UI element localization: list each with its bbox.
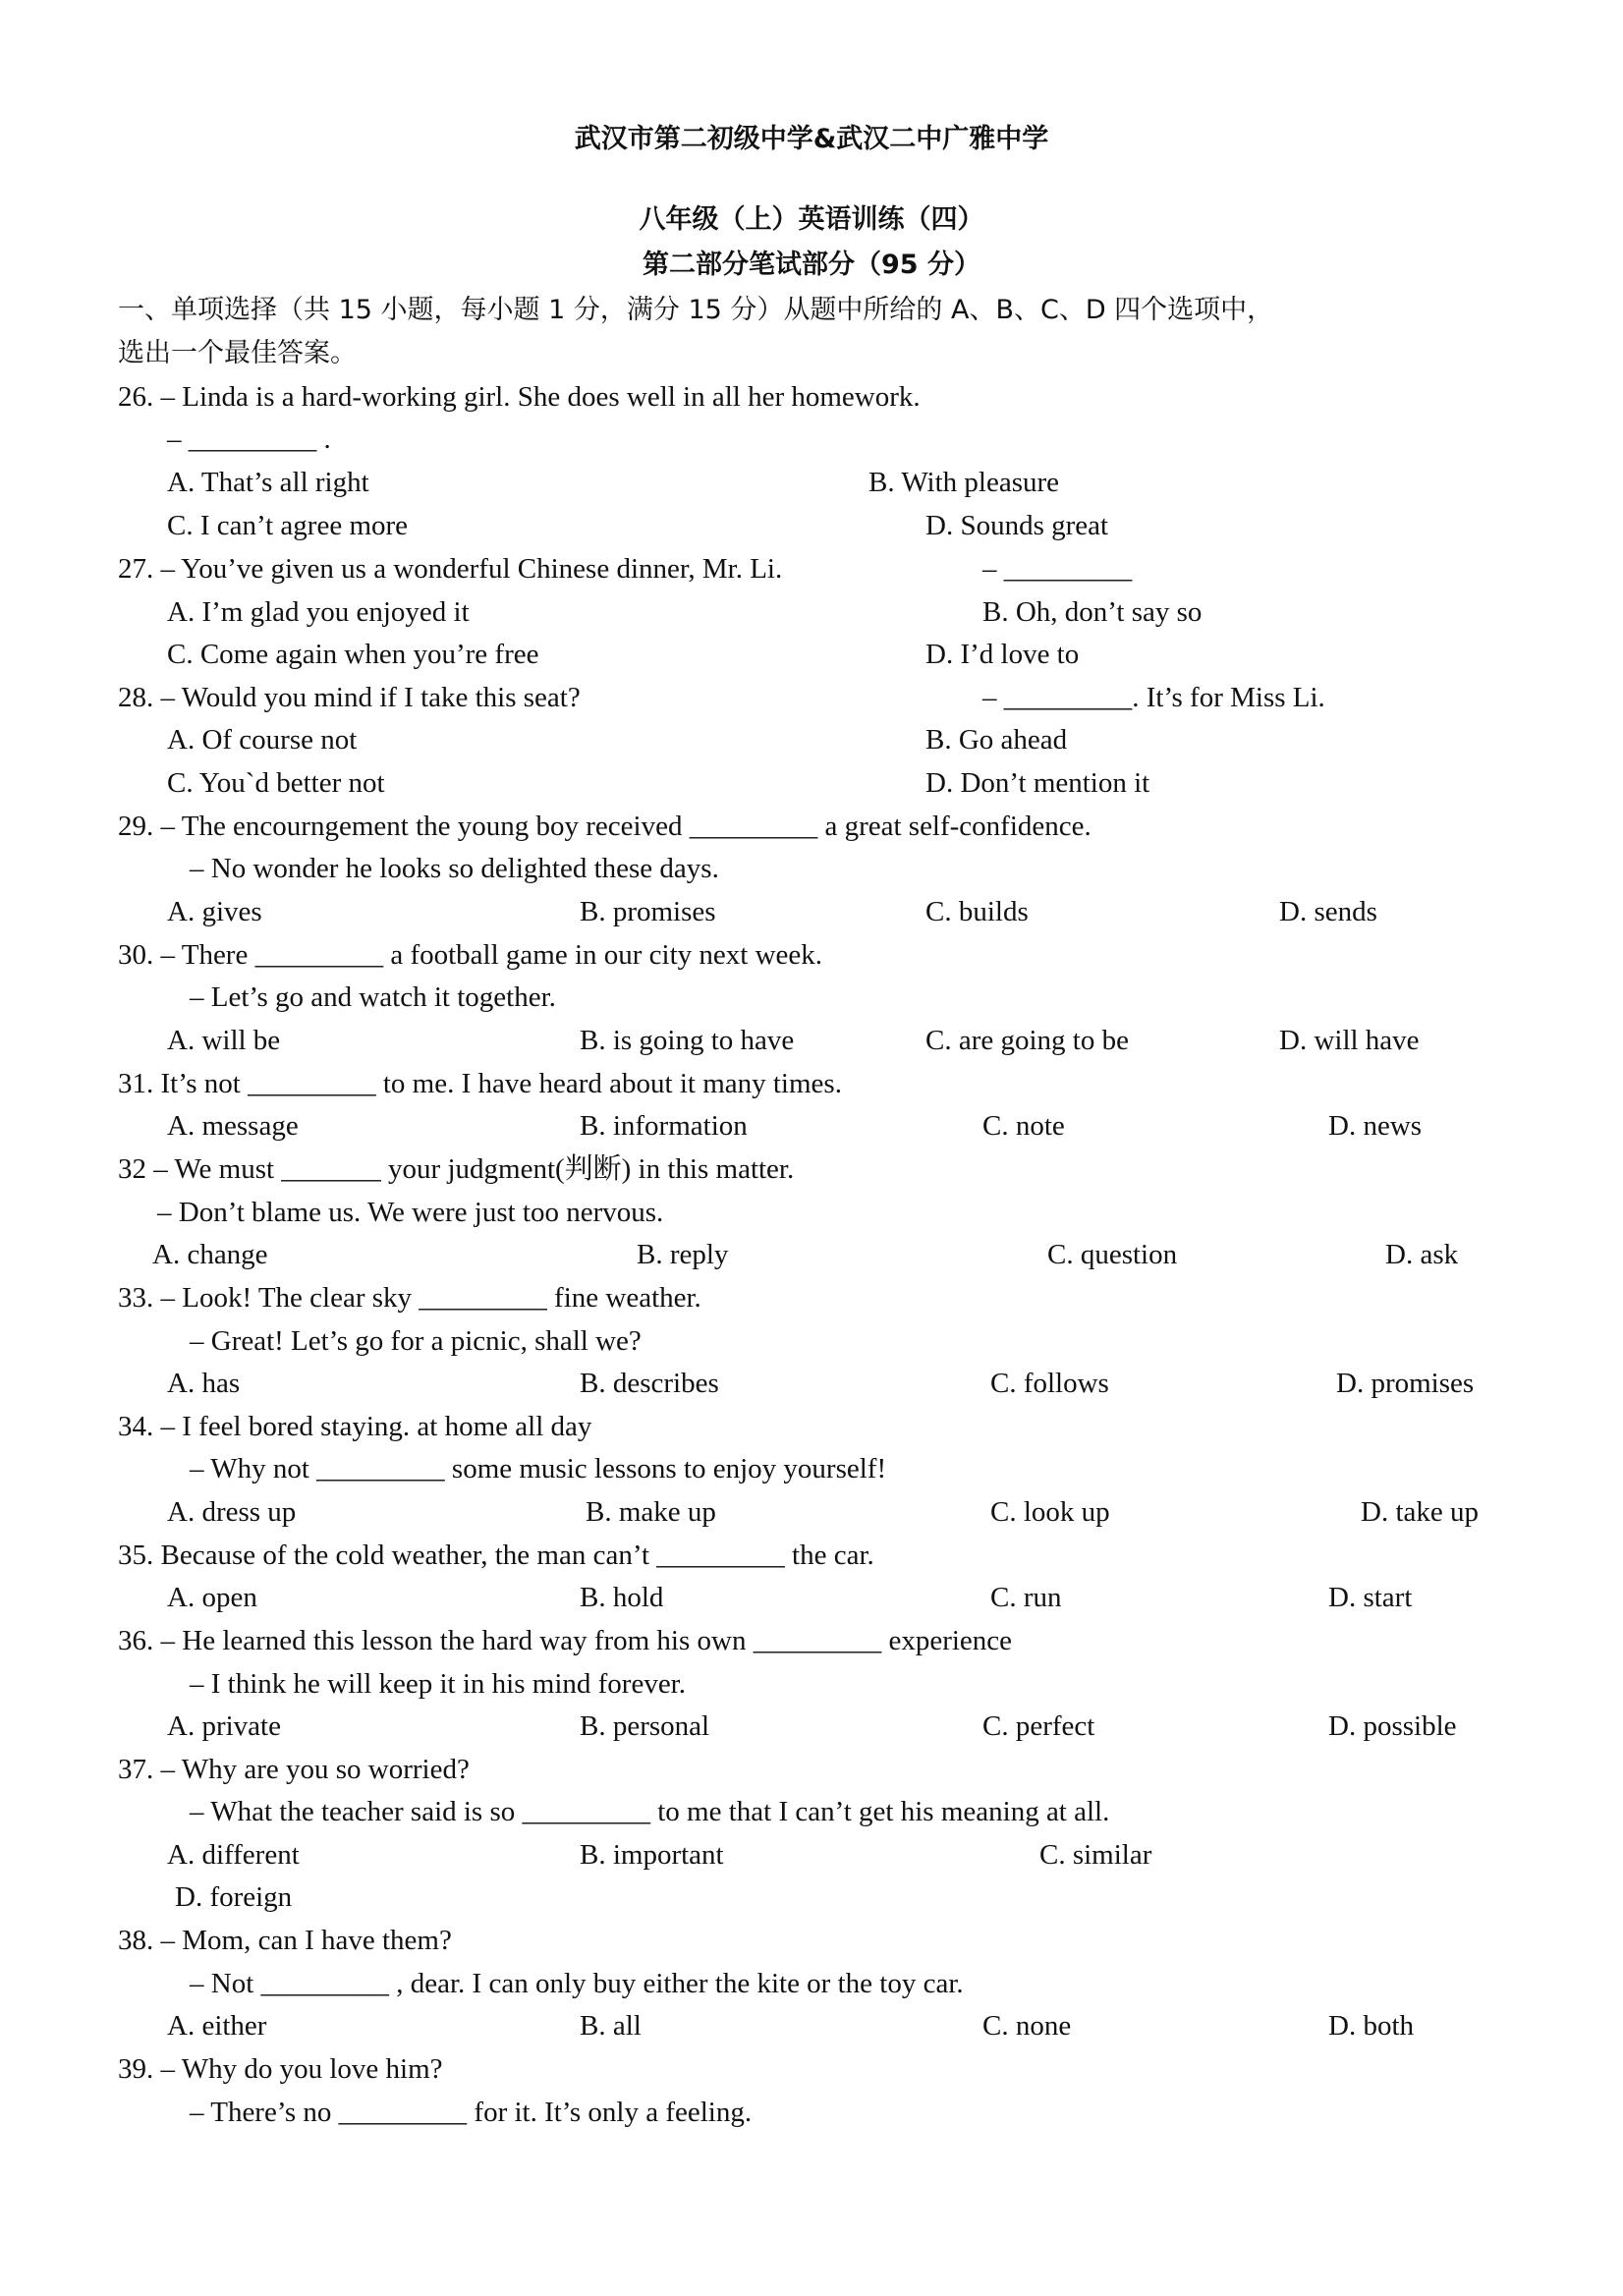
question-stem: 31. It’s not _________ to me. I have heard about it many times.	[118, 1068, 842, 1099]
option-a: A. either	[167, 2010, 267, 2042]
option-d: D. will have	[1279, 1025, 1420, 1056]
option-b: B. information	[580, 1110, 748, 1142]
question-stem: 39. – Why do you love him?	[118, 2053, 443, 2085]
question-stem: 29. – The encourngement the young boy received _________ a great self-confidence.	[118, 811, 1091, 842]
instructions-line-2: 选出一个最佳答案。	[118, 338, 357, 368]
option-c: C. builds	[925, 896, 1029, 927]
question-reply: – Not _________ , dear. I can only buy either the kite or the toy car.	[190, 1968, 964, 1999]
option-d: D. promises	[1336, 1368, 1475, 1399]
question-reply: – _________	[982, 553, 1133, 585]
option-d: D. start	[1328, 1582, 1413, 1613]
school-name: 武汉市第二初级中学&武汉二中广雅中学	[574, 124, 1049, 154]
question-reply: – Why not _________ some music lessons to enjoy yourself!	[190, 1453, 887, 1484]
question-stem: 38. – Mom, can I have them?	[118, 1925, 452, 1956]
option-c: C. similar	[1039, 1839, 1152, 1871]
option-b: B. promises	[580, 896, 716, 927]
option-a: A. will be	[167, 1025, 281, 1056]
option-b: B. hold	[580, 1582, 664, 1613]
option-a: A. Of course not	[167, 724, 358, 756]
option-d: D. Don’t mention it	[925, 767, 1150, 799]
option-d: D. Sounds great	[925, 510, 1109, 541]
option-d: D. I’d love to	[925, 639, 1080, 670]
option-a: A. open	[167, 1582, 257, 1613]
question-stem: 33. – Look! The clear sky _________ fine weather.	[118, 1282, 701, 1314]
option-a: A. different	[167, 1839, 300, 1871]
option-b: B. is going to have	[580, 1025, 795, 1056]
option-c: C. note	[982, 1110, 1065, 1142]
option-a: A. That’s all right	[167, 467, 369, 498]
option-a: A. I’m glad you enjoyed it	[167, 596, 470, 628]
question-reply: – I think he will keep it in his mind forever.	[190, 1668, 686, 1700]
question-reply: – Great! Let’s go for a picnic, shall we?	[190, 1325, 642, 1357]
option-c: C. I can’t agree more	[167, 510, 409, 541]
exam-title: 八年级（上）英语训练（四）	[639, 204, 984, 235]
question-stem: 32 – We must _______ your judgment(判断) in this matter.	[118, 1153, 795, 1185]
option-d: D. news	[1328, 1110, 1423, 1142]
exam-subtitle: 第二部分笔试部分（95 分）	[643, 250, 980, 280]
option-d: D. ask	[1385, 1239, 1459, 1270]
option-b: B. all	[580, 2010, 642, 2042]
question-reply: – _________ .	[167, 423, 331, 455]
option-b: B. make up	[586, 1496, 716, 1528]
option-c: C. run	[990, 1582, 1062, 1613]
option-c: C. look up	[990, 1496, 1110, 1528]
option-c: C. perfect	[982, 1710, 1095, 1742]
question-reply: – There’s no _________ for it. It’s only a feeling.	[190, 2097, 753, 2128]
option-a: A. has	[167, 1368, 241, 1399]
option-c: C. question	[1047, 1239, 1178, 1270]
option-c: C. are going to be	[925, 1025, 1129, 1056]
question-stem: 30. – There _________ a football game in our city next week.	[118, 939, 823, 971]
option-a: A. gives	[167, 896, 262, 927]
option-c: C. none	[982, 2010, 1072, 2042]
question-reply: – Let’s go and watch it together.	[190, 981, 556, 1013]
option-d: D. take up	[1361, 1496, 1479, 1528]
question-stem: 27. – You’ve given us a wonderful Chinese dinner, Mr. Li.	[118, 553, 783, 585]
question-stem: 35. Because of the cold weather, the man can’t _________ the car.	[118, 1540, 874, 1571]
option-a: A. private	[167, 1710, 281, 1742]
option-d: D. both	[1328, 2010, 1414, 2042]
question-stem: 36. – He learned this lesson the hard way from his own _________ experience	[118, 1625, 1013, 1656]
question-reply: – _________. It’s for Miss Li.	[982, 682, 1325, 713]
option-a: A. change	[152, 1239, 268, 1270]
option-b: B. With pleasure	[868, 467, 1060, 498]
question-stem: 37. – Why are you so worried?	[118, 1754, 470, 1785]
option-a: A. dress up	[167, 1496, 297, 1528]
question-stem: 26. – Linda is a hard-working girl. She does well in all her homework.	[118, 381, 921, 413]
option-b: B. reply	[637, 1239, 729, 1270]
option-c: C. Come again when you’re free	[167, 639, 539, 670]
option-b: B. personal	[580, 1710, 710, 1742]
question-reply: – Don’t blame us. We were just too nervous.	[157, 1197, 664, 1228]
option-d: D. sends	[1279, 896, 1377, 927]
option-b: B. Go ahead	[925, 724, 1068, 756]
option-b: B. describes	[580, 1368, 719, 1399]
question-stem: 34. – I feel bored staying. at home all day	[118, 1411, 592, 1442]
option-d: D. possible	[1328, 1710, 1457, 1742]
option-b: B. Oh, don’t say so	[982, 596, 1203, 628]
instructions-line-1: 一、单项选择（共 15 小题，每小题 1 分，满分 15 分）从题中所给的 A、B、C、D 四个选项中，	[118, 295, 1274, 325]
option-d: D. foreign	[175, 1881, 293, 1913]
option-b: B. important	[580, 1839, 724, 1871]
option-c: C. You`d better not	[167, 767, 385, 799]
option-a: A. message	[167, 1110, 299, 1142]
question-reply: – No wonder he looks so delighted these days.	[190, 853, 719, 884]
question-stem: 28. – Would you mind if I take this seat?	[118, 682, 581, 713]
question-reply: – What the teacher said is so _________ to me that I can’t get his meaning at all.	[190, 1796, 1110, 1827]
option-c: C. follows	[990, 1368, 1109, 1399]
